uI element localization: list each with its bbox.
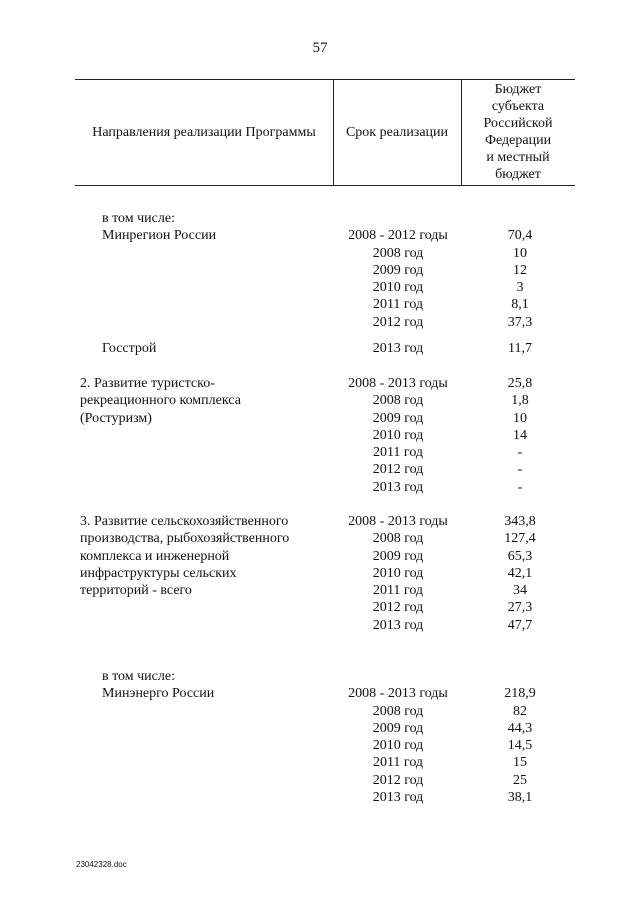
budget-cell: 37,3 bbox=[507, 314, 533, 330]
row-label-line: в том числе: bbox=[102, 669, 175, 684]
header-budget-line: Федерации bbox=[484, 133, 552, 148]
period-cell: 2011 год bbox=[372, 755, 424, 771]
row-label-line: рекреационного комплекса bbox=[80, 393, 241, 409]
budget-cell: 34 bbox=[513, 583, 527, 599]
period-cell: 2008 год bbox=[372, 703, 424, 719]
period-cell: 2010 год bbox=[372, 280, 424, 296]
budget-cell: 14,5 bbox=[507, 738, 533, 754]
row-label bbox=[80, 375, 330, 427]
period-cell: 2008 - 2013 годы bbox=[348, 376, 448, 391]
page-number: 57 bbox=[312, 40, 328, 56]
budget-cell: 65,3 bbox=[507, 548, 533, 564]
row-label-line: (Ростуризм) bbox=[80, 410, 152, 426]
period-column bbox=[333, 340, 463, 357]
header-budget-line: Бюджет bbox=[494, 82, 542, 97]
period-cell: 2009 год bbox=[372, 262, 424, 278]
table-header-rule bbox=[75, 185, 575, 186]
period-cell: 2010 год bbox=[372, 427, 424, 443]
period-column bbox=[333, 227, 463, 331]
header-period: Срок реализации bbox=[345, 125, 449, 140]
period-cell: 2008 - 2013 годы bbox=[348, 514, 448, 529]
period-cell: 2011 год bbox=[372, 445, 424, 461]
row-label bbox=[80, 210, 330, 245]
header-budget bbox=[461, 81, 575, 183]
budget-cell: 3 bbox=[516, 280, 524, 296]
budget-column bbox=[461, 375, 579, 496]
budget-cell: 44,3 bbox=[507, 720, 533, 736]
period-cell: 2013 год bbox=[372, 790, 424, 806]
period-cell: 2009 год bbox=[372, 548, 424, 564]
row-label-line: Госстрой bbox=[102, 341, 157, 356]
period-cell: 2010 год bbox=[372, 565, 424, 581]
row-label-line: Минэнерго России bbox=[102, 686, 215, 702]
header-budget-line: и местный bbox=[486, 150, 550, 165]
row-label bbox=[80, 340, 330, 357]
period-cell: 2013 год bbox=[372, 341, 424, 356]
budget-cell: 25 bbox=[513, 772, 527, 788]
budget-cell: 127,4 bbox=[504, 531, 536, 547]
budget-cell: 27,3 bbox=[507, 600, 533, 616]
budget-cell: 343,8 bbox=[504, 514, 536, 529]
period-cell: 2008 - 2012 годы bbox=[348, 228, 448, 244]
budget-cell: 47,7 bbox=[507, 617, 533, 633]
period-cell: 2008 - 2013 годы bbox=[348, 686, 448, 702]
period-cell: 2012 год bbox=[372, 314, 424, 330]
period-cell: 2008 год bbox=[372, 245, 424, 261]
row-label bbox=[80, 513, 330, 599]
row-label bbox=[80, 668, 330, 703]
period-cell: 2008 год bbox=[372, 531, 424, 547]
period-cell: 2012 год bbox=[372, 462, 424, 478]
period-cell: 2012 год bbox=[372, 600, 424, 616]
budget-cell: 10 bbox=[513, 245, 527, 261]
row-label-line: производства, рыбохозяйственного bbox=[80, 531, 290, 547]
period-cell: 2012 год bbox=[372, 772, 424, 788]
budget-cell: - bbox=[517, 479, 523, 495]
row-label-line: в том числе: bbox=[102, 211, 175, 226]
budget-cell: 38,1 bbox=[507, 790, 533, 806]
budget-cell: - bbox=[517, 462, 523, 478]
period-column bbox=[333, 685, 463, 806]
period-cell: 2010 год bbox=[372, 738, 424, 754]
header-budget-line: Российской bbox=[483, 116, 553, 131]
budget-cell: 15 bbox=[513, 755, 527, 771]
period-cell: 2011 год bbox=[372, 297, 424, 313]
budget-cell: 82 bbox=[513, 703, 527, 719]
budget-cell: 1,8 bbox=[511, 393, 529, 409]
budget-column bbox=[461, 340, 579, 357]
budget-cell: - bbox=[517, 445, 523, 461]
budget-cell: 11,7 bbox=[508, 341, 532, 356]
budget-cell: 70,4 bbox=[507, 228, 533, 244]
row-label-line: инфраструктуры сельских bbox=[80, 565, 237, 581]
period-cell: 2009 год bbox=[372, 410, 424, 426]
budget-cell: 12 bbox=[513, 262, 527, 278]
budget-column bbox=[461, 513, 579, 634]
budget-cell: 218,9 bbox=[504, 686, 536, 702]
budget-column bbox=[461, 685, 579, 806]
header-budget-line: субъекта bbox=[491, 99, 545, 114]
row-label-line: 3. Развитие сельскохозяйственного bbox=[80, 514, 289, 529]
budget-column bbox=[461, 227, 579, 331]
budget-cell: 42,1 bbox=[507, 565, 533, 581]
budget-cell: 14 bbox=[513, 427, 527, 443]
row-label-line: Минрегион России bbox=[102, 228, 217, 244]
budget-cell: 25,8 bbox=[507, 376, 533, 391]
table-top-rule bbox=[75, 79, 575, 80]
document-file-name: 23042328.doc bbox=[76, 860, 127, 869]
period-cell: 2013 год bbox=[372, 479, 424, 495]
budget-cell: 10 bbox=[513, 410, 527, 426]
row-label-line: комплекса и инженерной bbox=[80, 548, 230, 564]
period-cell: 2008 год bbox=[372, 393, 424, 409]
budget-cell: 8,1 bbox=[511, 297, 529, 313]
header-budget-line: бюджет bbox=[495, 167, 541, 182]
period-column bbox=[333, 513, 463, 634]
row-label-line: 2. Развитие туристско- bbox=[80, 376, 215, 391]
period-cell: 2009 год bbox=[372, 720, 424, 736]
period-column bbox=[333, 375, 463, 496]
header-directions: Направления реализации Программы bbox=[92, 125, 316, 140]
period-cell: 2011 год bbox=[372, 583, 424, 599]
period-cell: 2013 год bbox=[372, 617, 424, 633]
row-label-line: территорий - всего bbox=[80, 583, 192, 599]
